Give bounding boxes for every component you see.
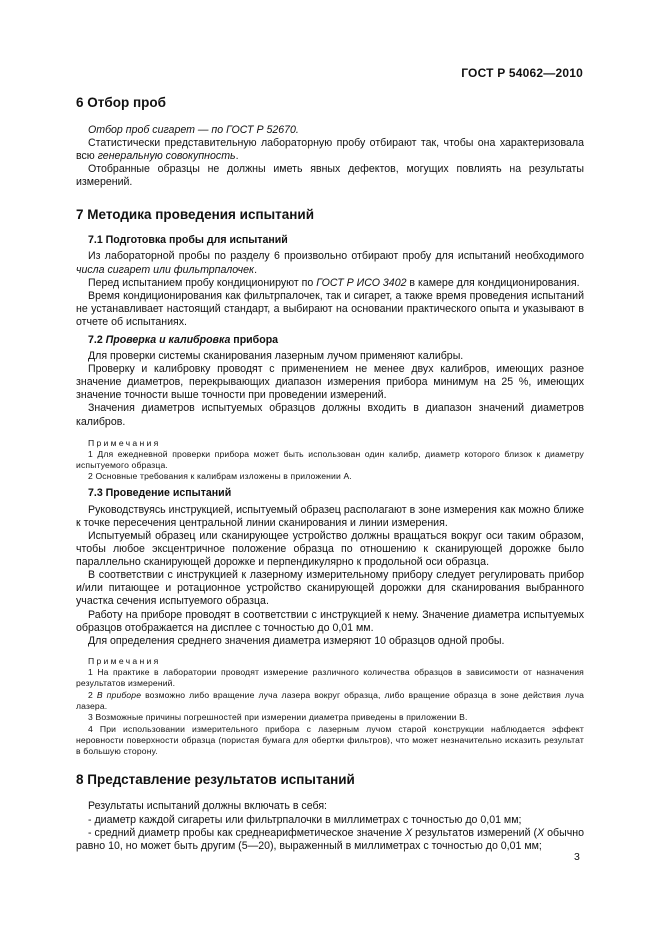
s72-note-2: 2 Основные требования к калибрам изложены в приложении А. (88, 471, 352, 482)
s73-note-1: 1 На практике в лаборатории проводят измерение различного количества образцов в зависимости от назначения результатов измерений. (76, 667, 584, 689)
s8-b2-var-2: X (537, 826, 545, 839)
s6-p2-text: Статистически представительную лабораторную пробу отбирают так, чтобы она характеризовала всю (76, 137, 584, 163)
s71-paragraph-1 (76, 250, 584, 276)
section-7-3-heading: 7.3 Проведение испытаний (88, 486, 232, 499)
s72-number: 7.2 (88, 334, 106, 347)
page-number: 3 (574, 851, 580, 863)
s8-b2-text: - средний диаметр пробы как среднеарифметическое значение (88, 826, 406, 839)
s73-n2-italic: В приборе (96, 689, 142, 700)
s73-paragraph-3: В соответствии с инструкцией к лазерному измерительному прибору следует регулировать прибор и/или питающее и ротационное устройство сканирующей дорожки для сканирования выбранного участка сечения испытуемого образца. (76, 569, 584, 608)
s6-p2-italic: генеральную совокупность (97, 150, 236, 163)
s73-paragraph-2: Испытуемый образец или сканирующее устройство должны вращаться вокруг оси таким образом, чтобы любое эксцентричное положение образца по отношению к сканирующей дорожке было параллельно сканирующей дорожке и перпендикулярно к продольной оси образца. (76, 529, 584, 569)
section-8-heading: 8 Представление результатов испытаний (76, 772, 355, 788)
s6-p2-end: . (235, 150, 239, 163)
s72-paragraph-1: Для проверки системы сканирования лазерным лучом применяют калибры. (88, 350, 464, 363)
s73-n2-num: 2 (88, 689, 97, 700)
section-7-2-heading (76, 334, 584, 347)
s6-p1-text: Отбор проб сигарет — по ГОСТ Р 52670. (88, 124, 299, 136)
s73-note-2 (76, 690, 584, 713)
s73-notes-label: Примечания (88, 655, 161, 666)
s8-paragraph-1: Результаты испытаний должны включать в себя: (88, 800, 327, 813)
s71-paragraph-2 (76, 277, 584, 290)
s71-p2-text: Перед испытанием пробу кондиционируют по (88, 276, 317, 289)
s72-paragraph-3: Значения диаметров испытуемых образцов должны входить в диапазон значений диаметров калибров. (76, 402, 584, 428)
s72-paragraph-2: Проверку и калибровку проводят с применением не менее двух калибров, имеющих разное значение диаметров, перекрывающих диапазон измерения прибора минимум на 25 %, имеющих значение точности выше точности при проведении измерений. (76, 363, 584, 402)
s6-paragraph-3: Отобранные образцы не должны иметь явных дефектов, могущих повлиять на результаты измерений. (76, 163, 584, 189)
s73-note-4: 4 При использовании измерительного прибора с лазерным лучом старой конструкции наблюдается эффект неровности поверхности образца (пористая бумага для обертки фильтров), что может незначительно исказить результат в большую сторону. (76, 723, 584, 757)
s73-n2-text: возможно либо вращение луча лазера вокруг образца, либо вращение образца в зоне действия луча лазера. (76, 689, 584, 711)
s72-note-1: 1 Для ежедневной проверки прибора может быть использован один калибр, диаметр которого близок к диаметру испытуемого образца. (76, 448, 584, 471)
s6-paragraph-2 (76, 137, 584, 163)
s71-p2-italic: ГОСТ Р ИСО 3402 (316, 276, 407, 289)
s73-paragraph-5: Для определения среднего значения диаметра измеряют 10 образцов одной пробы. (88, 634, 505, 647)
s72-title-italic: Проверка и калибровка (105, 334, 231, 347)
section-7-1-heading: 7.1 Подготовка пробы для испытаний (88, 234, 288, 247)
s71-p1-text: Из лабораторной пробы по разделу 6 произвольно отбирают пробу для испытаний необходимого (88, 250, 584, 263)
s71-paragraph-3: Время кондиционирования как фильтрпалочек, так и сигарет, а также время проведения испытаний не устанавливает настоящий стандарт, а выбирают на основании практического опыта и указывают в отчете об испытаниях. (76, 289, 584, 328)
s8-bullet-1: - диаметр каждой сигареты или фильтрпалочки в миллиметрах с точностью до 0,01 мм; (88, 813, 522, 826)
s8-b2-end: обычно равно 10, но может быть другим (5—20), выраженный в миллиметрах с точностью до 0,01 мм; (76, 826, 584, 852)
document-header: ГОСТ Р 54062—2010 (461, 66, 583, 80)
s72-notes-label: Примечания (88, 437, 161, 448)
s71-p1-end: . (254, 263, 258, 276)
page-content (76, 94, 584, 853)
s73-paragraph-4: Работу на приборе проводят в соответствии с инструкцией к нему. Значение диаметра испытуемых образцов отображается на дисплее с точностью до 0,01 мм. (76, 608, 584, 634)
s6-paragraph-1 (76, 124, 584, 137)
section-6-heading: 6 Отбор проб (76, 95, 166, 110)
s71-p1-italic: числа сигарет или фильтрпалочек (76, 263, 255, 276)
s73-paragraph-1: Руководствуясь инструкцией, испытуемый образец располагают в зоне измерения как можно ближе к точке пересечения центральной линии сканирования и линии измерения. (76, 503, 584, 529)
s72-title-end: прибора (230, 334, 279, 347)
section-7-heading: 7 Методика проведения испытаний (76, 207, 315, 223)
s71-p2-end: в камере для кондиционирования. (406, 276, 580, 289)
s8-b2-mid: результатов измерений ( (412, 826, 538, 839)
s8-bullet-2 (76, 827, 584, 853)
s73-note-3: 3 Возможные причины погрешностей при измерении диаметра приведены в приложении В. (88, 712, 468, 723)
s8-b2-var: X (405, 826, 413, 839)
